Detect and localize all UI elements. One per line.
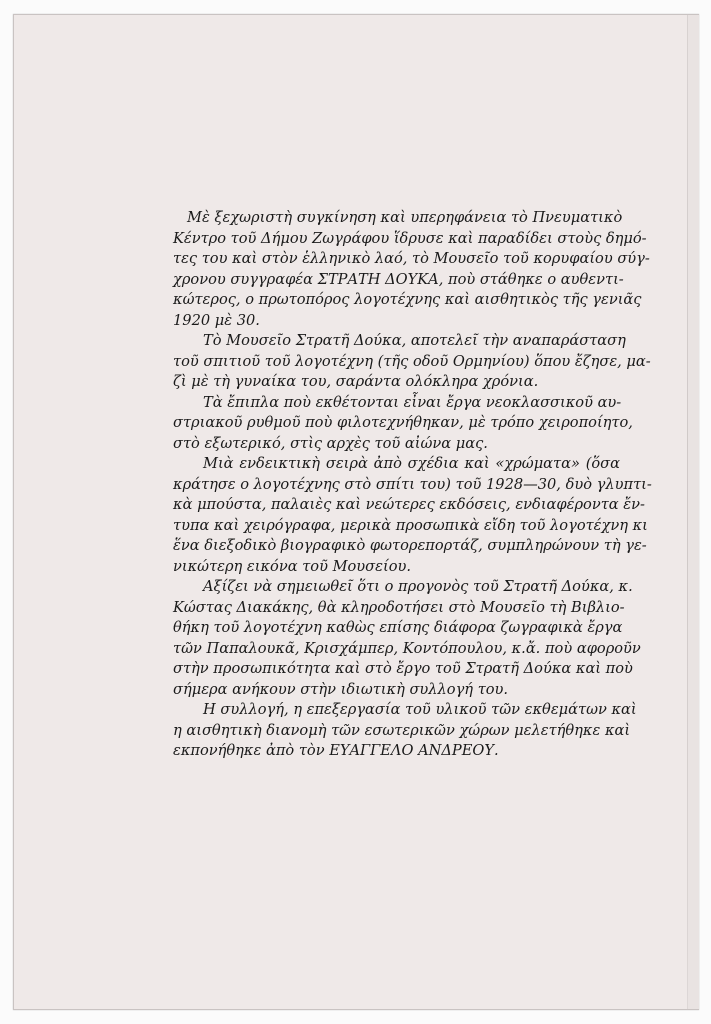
text-line: τοῦ σπιτιοῦ τοῦ λογοτέχνη (τῆς οδοῦ Ορμηνίου) ὅπου ἔζησε, μα- — [173, 352, 651, 370]
text-line: κώτερος, ο πρωτοπόρος λογοτέχνης καὶ αισθητικὸς τῆς γενιᾶς — [173, 291, 642, 308]
text-line: στὴν προσωπικότητα καὶ στὸ ἔργο τοῦ Στρατῆ Δούκα καὶ ποὺ — [173, 660, 633, 677]
text-line: 1920 μὲ 30. — [173, 311, 260, 329]
text-line: Αξίζει νὰ σημειωθεῖ ὅτι ο προγονὸς τοῦ Στρατῆ Δούκα, κ. — [203, 578, 633, 595]
text-line: εκπονήθηκε ἀπὸ τὸν ΕΥΑΓΓΕΛΟ ΑΝΔΡΕΟΥ. — [173, 742, 499, 759]
text-line: Τὰ ἔπιπλα ποὺ εκθέτονται εἶναι ἔργα νεοκλασσικοῦ αυ- — [203, 393, 622, 411]
paragraph — [143, 208, 650, 331]
text-line: Κώστας Διακάκης, θὰ κληροδοτήσει στὸ Μουσεῖο τὴ Βιβλιο- — [173, 598, 625, 616]
text-line: τῶν Παπαλουκᾶ, Κρισχάμπερ, Κοντόπουλου, κ.ἄ. ποὺ αφοροῦν — [173, 639, 641, 657]
fold-shadow — [688, 15, 699, 1009]
paragraph — [143, 331, 651, 393]
paragraph — [143, 454, 652, 577]
text-line: στὸ εξωτερικό, στὶς αρχὲς τοῦ αἰώνα μας. — [173, 434, 488, 452]
body-text — [143, 208, 652, 762]
text-line: κὰ μπούστα, παλαιὲς καὶ νεώτερες εκδόσεις, ενδιαφέροντα ἔν- — [173, 496, 645, 513]
text-line: στριακοῦ ρυθμοῦ ποὺ φιλοτεχνήθηκαν, μὲ τρόπο χειροποίητο, — [173, 414, 633, 431]
text-line: Μιὰ ενδεικτικὴ σειρὰ ἀπὸ σχέδια καὶ «χρώματα» (ὅσα — [203, 455, 620, 472]
paragraph — [143, 577, 641, 700]
text-line: νικώτερη εικόνα τοῦ Μουσείου. — [173, 557, 411, 575]
text-line: η αισθητικὴ διανομὴ τῶν εσωτερικῶν χώρων μελετήθηκε καὶ — [173, 721, 631, 739]
text-line: Η συλλογή, η επεξεργασία τοῦ υλικοῦ τῶν εκθεμάτων καὶ — [203, 701, 637, 718]
text-line: ἕνα διεξοδικὸ βιογραφικὸ φωτορεπορτάζ, συμπληρώνουν τὴ γε- — [173, 537, 647, 554]
text-line: τες του καὶ στὸν ἑλληνικὸ λαό, τὸ Μουσεῖο τοῦ κορυφαίου σύγ- — [173, 250, 650, 267]
text-line: ζὶ μὲ τὴ γυναίκα του, σαράντα ολόκληρα χρόνια. — [173, 373, 539, 390]
text-line: Μὲ ξεχωριστὴ συγκίνηση καὶ υπερηφάνεια τὸ Πνευματικὸ — [187, 209, 623, 226]
text-line: σήμερα ανήκουν στὴν ιδιωτικὴ συλλογή του. — [173, 680, 509, 698]
text-line: χρονου συγγραφέα ΣΤΡΑΤΗ ΔΟΥΚΑ, ποὺ στάθηκε ο αυθεντι- — [173, 270, 624, 288]
text-line: τυπα καὶ χειρόγραφα, μερικὰ προσωπικὰ εἴδη τοῦ λογοτέχνη κι — [173, 516, 648, 534]
paper-sheet — [13, 14, 699, 1010]
page-fold-line — [687, 15, 688, 1009]
paragraph — [143, 393, 633, 455]
paragraph — [143, 700, 637, 762]
text-line: θήκη τοῦ λογοτέχνη καθὼς επίσης διάφορα ζωγραφικὰ ἔργα — [173, 619, 623, 636]
text-line: Κέντρο τοῦ Δήμου Ζωγράφου ἵδρυσε καὶ παραδίδει στοὺς δημό- — [173, 229, 647, 247]
text-line: Τὸ Μουσεῖο Στρατῆ Δούκα, αποτελεῖ τὴν αναπαράσταση — [203, 332, 626, 349]
text-line: κράτησε ο λογοτέχνης στὸ σπίτι του) τοῦ 1928—30, δυὸ γλυπτι- — [173, 475, 652, 493]
